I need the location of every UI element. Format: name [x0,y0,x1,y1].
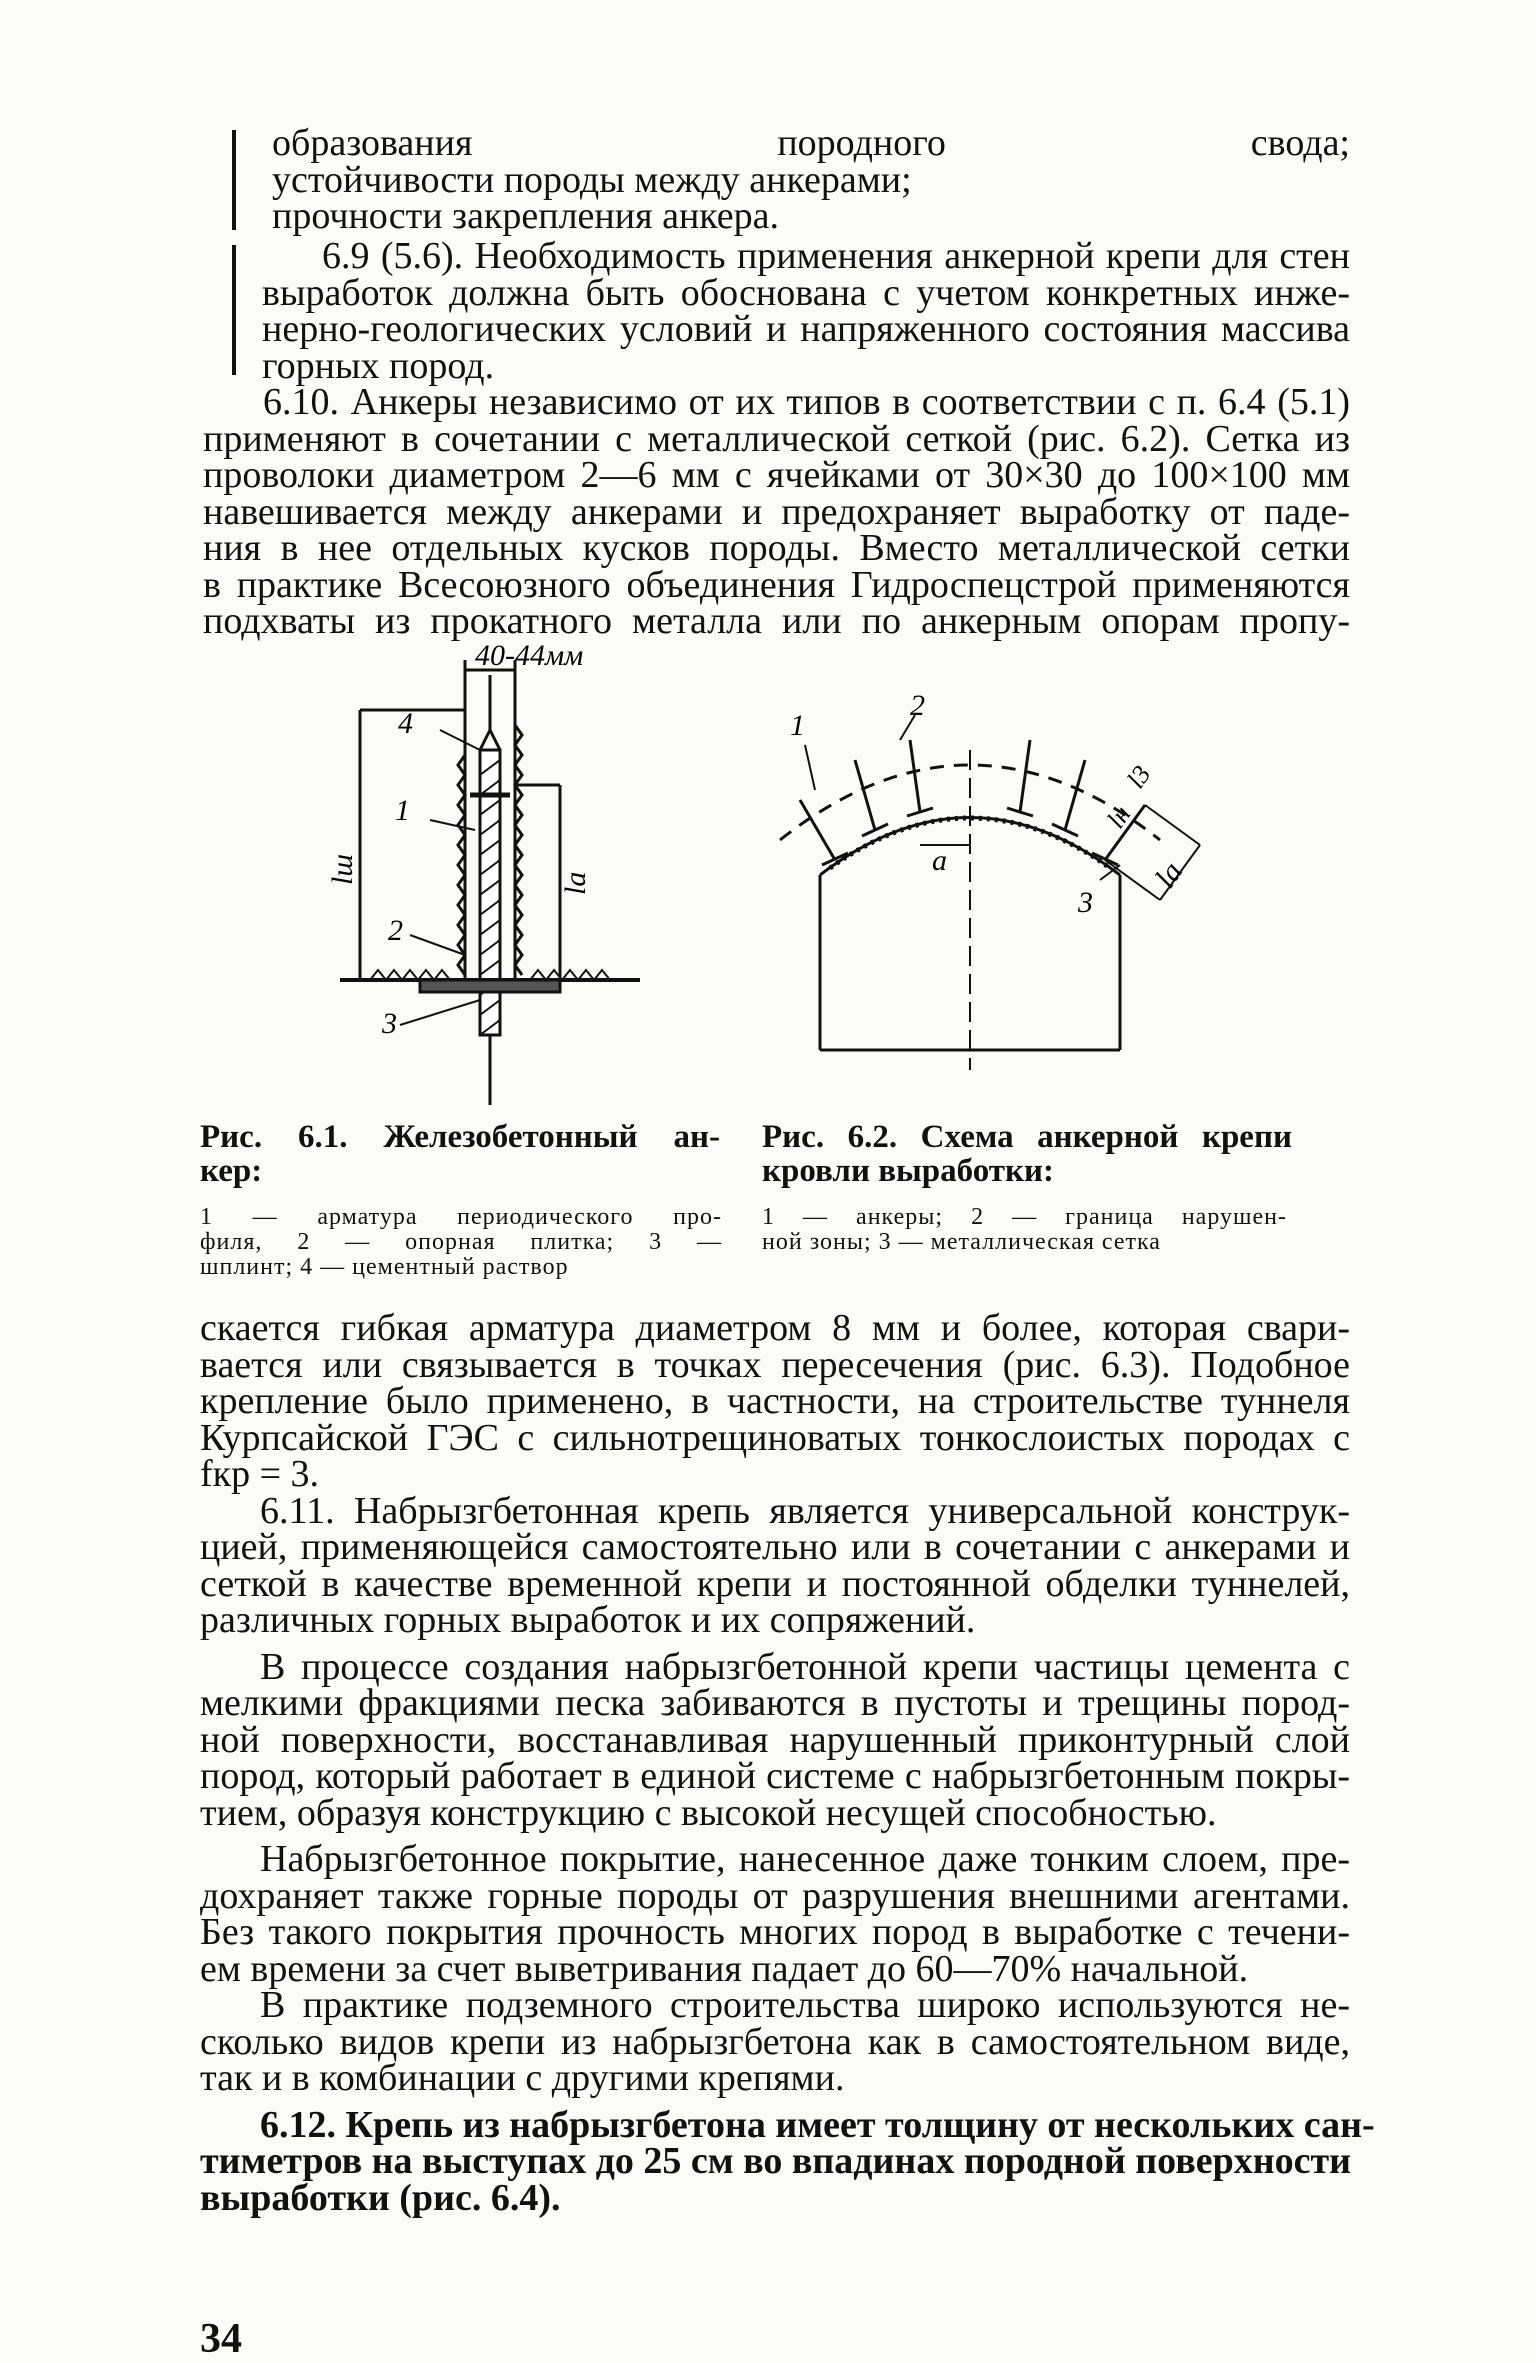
top-text-block [272,122,1350,237]
caption-line: Рис. 6.1. Железобетонный ан- [200,1119,720,1155]
text-line: Без такого покрытия прочность многих пород в выработке с течени- [200,1911,1350,1953]
text-line: так и в комбинации с другими крепями. [200,2057,845,2099]
text-line: применяют в сочетании с металлической сеткой (рис. 6.2). Сетка из [203,417,1350,460]
caption-line: Рис. 6.2. Схема анкерной крепи [762,1119,1292,1155]
text-line: подхваты из прокатного металла или по анкерным опорам пропу- [203,600,1350,642]
text-line: проволоки диаметром 2—6 мм с ячейками от 30×30 до 100×100 мм [203,454,1350,496]
legend-line: 1 — арматура периодического про- [200,1204,722,1230]
text-line: 6.9 (5.6). Необходимость применения анкерной крепи для стен [322,235,1350,277]
text-line: Набрызгбетонное покрытие, нанесенное даже тонким слоем, пре- [260,1838,1350,1880]
text-line: В процессе создания набрызгбетонной крепи частицы цемента с [260,1645,1350,1688]
section-6-10 [203,381,1350,642]
legend-line: шплинт; 4 — цементный раствор [200,1254,569,1280]
text-line: цией, применяющейся самостоятельно или в сочетании с анкерами и [200,1526,1350,1568]
dimension-label: 40-44мм [475,639,584,672]
text-line: прочности закрепления анкера. [272,195,780,237]
text-line: 6.12. Крепь из набрызгбетона имеет толщину от нескольких сан- [260,2103,1375,2146]
text-line: 6.11. Набрызгбетонная крепь является универсальной конструк- [260,1489,1350,1532]
dimension-a: a [932,844,947,877]
text-line: горных пород. [262,344,495,387]
text-line: пород, который работает в единой системе с набрызгбетонным покры- [200,1755,1350,1797]
text-line: навешивается между анкерами и предохраняет выработку от паде- [203,490,1350,533]
figure-6-1-legend [200,1205,722,1280]
length-label-la: lа [559,871,592,895]
legend-line: 1 — анкеры; 2 — граница нарушен- [762,1204,1287,1230]
callout-3: 3 [382,1007,397,1040]
text-line: В практике подземного строительства широко используются не- [260,1984,1350,2026]
figure-6-2-legend [762,1205,1287,1255]
text-line: ем времени за счет выветривания падает до 60—70% начальной. [200,1947,1249,1990]
text-line: выработки (рис. 6.4). [200,2176,561,2219]
text-line: Курпсайской ГЭС с сильнотрещиноватых тонкослоистых породах с [200,1416,1350,1459]
text-line: мелкими фракциями песка забиваются в пустоты и трещины пород- [200,1682,1350,1724]
figure-6-2-caption [762,1120,1292,1188]
figure-6-1-anchor-drawing [326,635,660,1105]
callout-1: 1 [395,794,410,827]
callout-3: 3 [1078,886,1093,919]
text-line: fкр = 3. [200,1453,320,1495]
figure-6-2-roof-bolting-scheme [760,690,1240,1090]
length-label-lsh: lш [326,854,359,885]
callout-2: 2 [388,914,403,947]
callout-1: 1 [790,709,805,742]
text-line: сеткой в качестве временной крепи и постоянной обделки туннелей, [200,1562,1350,1605]
page-number: 34 [200,2316,242,2362]
text-line: устойчивости породы между анкерами; [272,158,912,201]
text-line: различных горных выработок и их сопряжений. [200,1599,976,1641]
text-line: в практике Всесоюзного объединения Гидроспецстрой применяются [203,563,1350,606]
legend-line: филя, 2 — опорная плитка; 3 — [200,1229,722,1255]
text-line: нерно-геологических условий и напряженного состояния массива [262,308,1350,350]
legend-line: ной зоны; 3 — металлическая сетка [762,1229,1161,1255]
figure-6-1-caption [200,1120,720,1188]
section-6-9 [262,235,1350,387]
dimension-l3: l3 [1121,760,1157,794]
text-line: сколько видов крепи из набрызгбетона как в самостоятельном виде, [200,2020,1350,2063]
dimension-ln: lн [1101,800,1137,834]
callout-2: 2 [910,689,925,722]
text-line: тием, образуя конструкцию с высокой несущей способностью. [200,1791,1217,1834]
margin-change-bar-section-6-9 [232,245,236,375]
caption-line: кер: [200,1153,263,1189]
text-line: 6.10. Анкеры независимо от их типов в соответствии с п. 6.4 (5.1) [263,381,1350,423]
caption-line: кровли выработки: [762,1153,1055,1189]
callout-4: 4 [398,707,413,740]
text-line: вается или связывается в точках пересечения (рис. 6.3). Подобное [200,1343,1350,1386]
margin-change-bar-top [232,130,236,230]
text-line: дохраняет также горные породы от разрушения внешними агентами. [200,1874,1350,1917]
bottom-text-block [200,1307,1375,2219]
text-line: тиметров на выступах до 25 см во впадинах породной поверхности [200,2140,1352,2182]
dimension-la: lа [1148,855,1190,895]
text-line: выработок должна быть обоснована с учетом конкретных инже- [262,271,1350,314]
text-line: образования породного свода; [272,122,1350,164]
text-line: ной поверхности, восстанавливая нарушенный приконтурный слой [200,1718,1350,1761]
text-line: скается гибкая арматура диаметром 8 мм и более, которая свари- [200,1307,1350,1349]
text-line: крепление было применено, в частности, на строительстве туннеля [200,1380,1350,1422]
text-line: ния в нее отдельных кусков породы. Вместо металлической сетки [203,527,1350,569]
